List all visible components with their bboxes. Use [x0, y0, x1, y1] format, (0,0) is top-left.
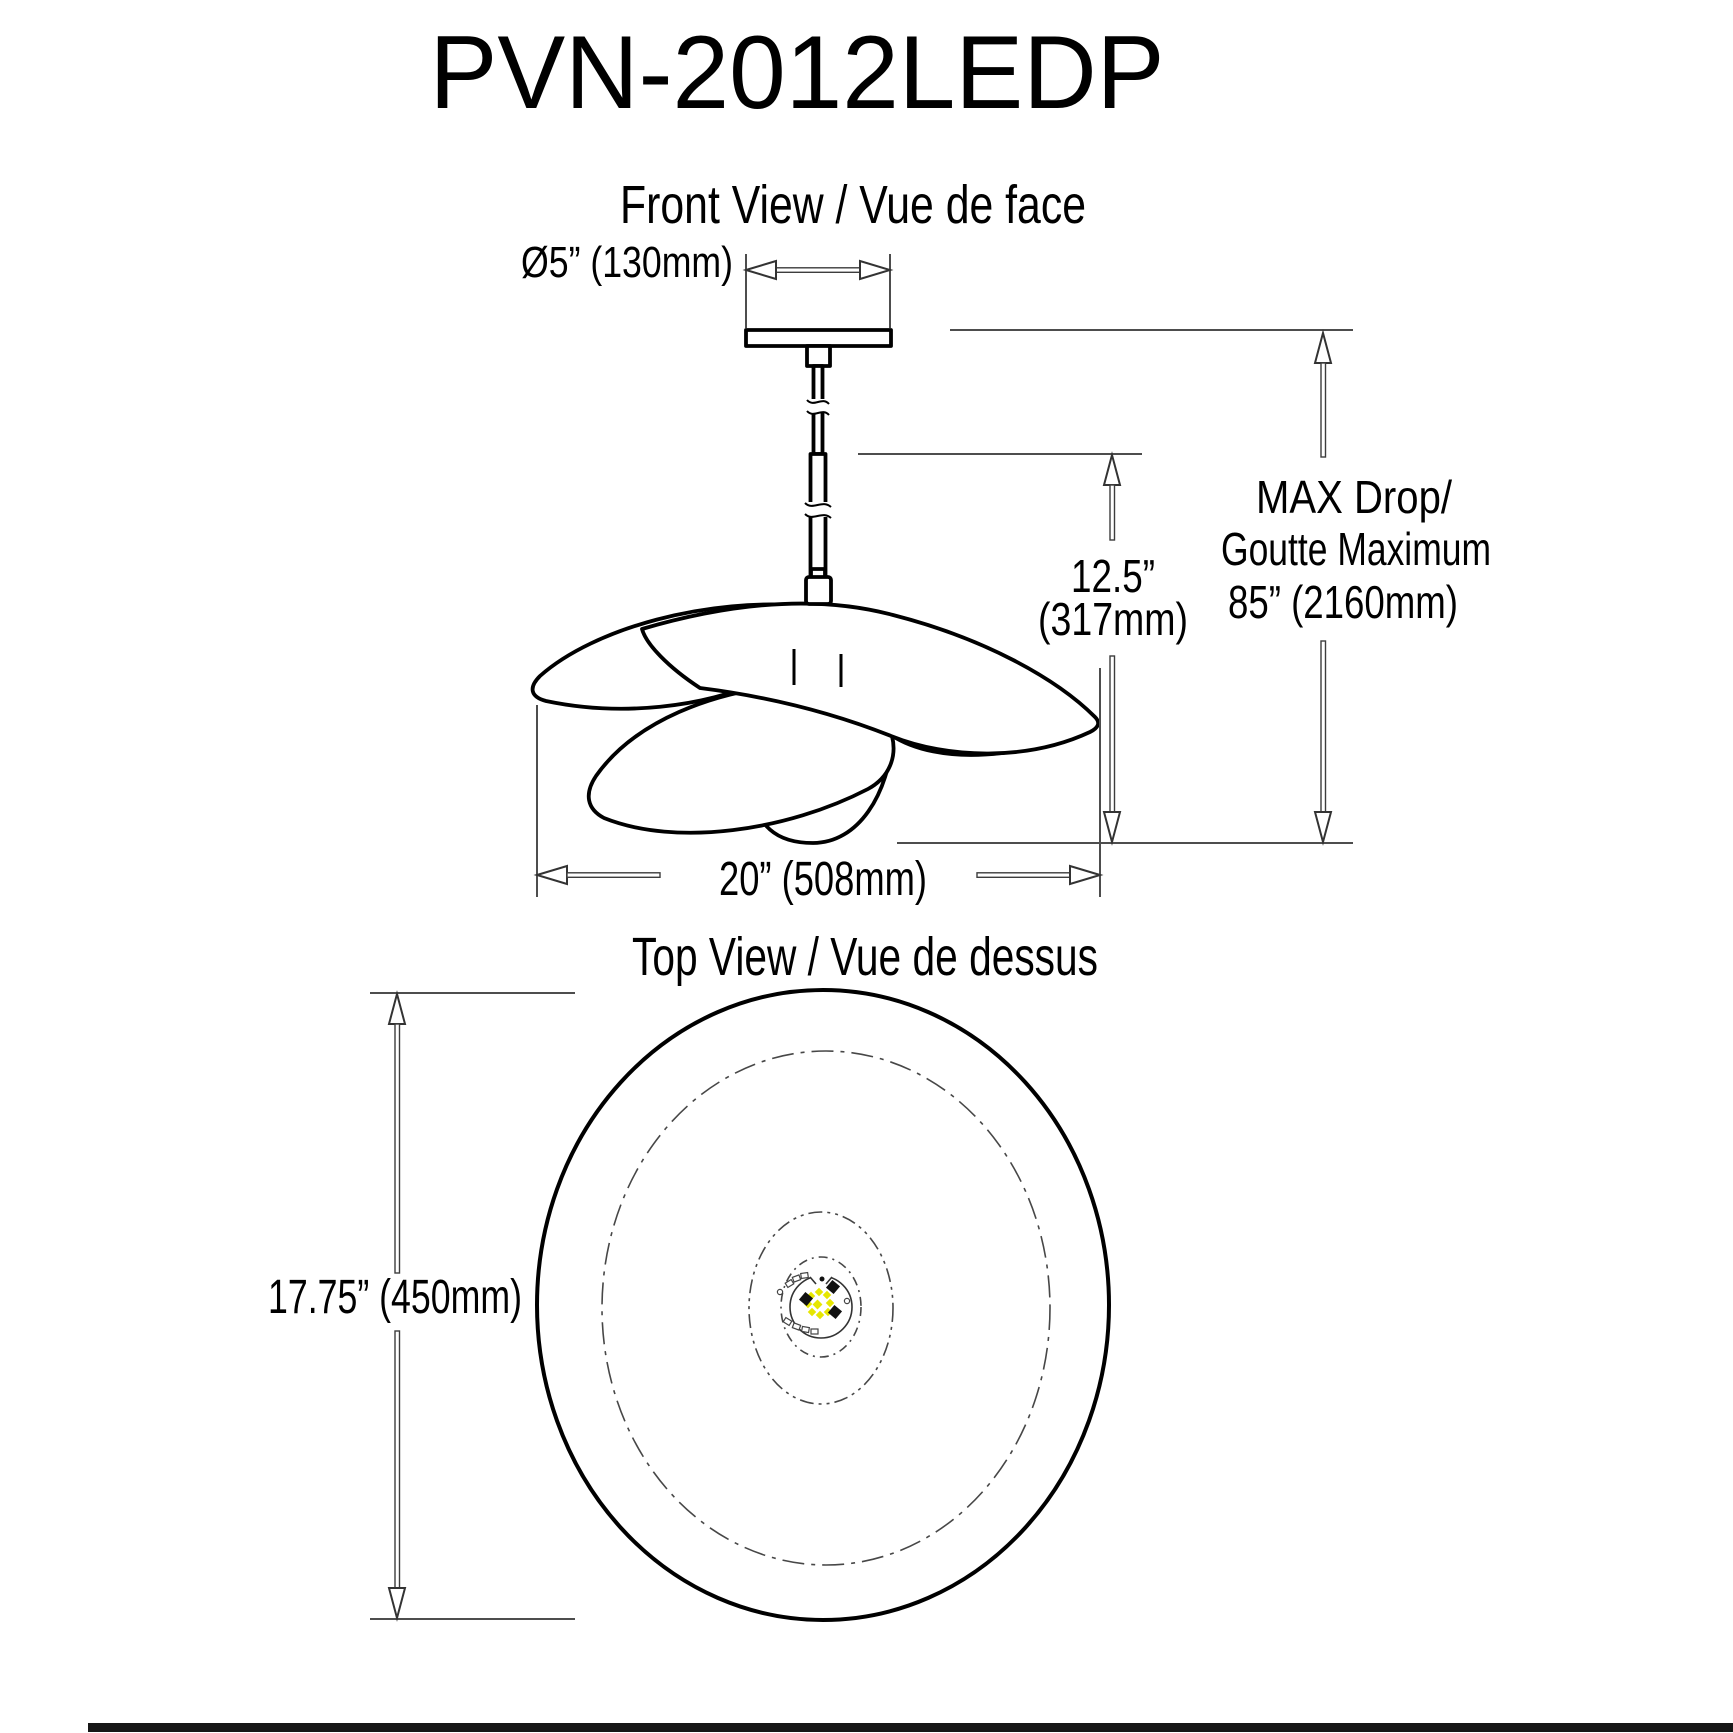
canopy-diameter-dimension	[521, 238, 890, 328]
shade-petals	[533, 604, 1099, 843]
hang-rod-upper	[805, 366, 831, 454]
body-height-dimension	[1038, 455, 1188, 842]
canopy	[746, 330, 891, 346]
max-drop-dimension	[1221, 333, 1491, 842]
front-view	[521, 175, 1491, 906]
body-height-mm: (317mm)	[1038, 593, 1188, 645]
hang-rod-lower	[804, 454, 832, 576]
top-diameter-dimension	[268, 993, 575, 1619]
led-index-dot	[820, 1277, 825, 1282]
max-drop-line1: MAX Drop/	[1256, 471, 1453, 523]
top-diameter-value: 17.75” (450mm)	[268, 1271, 522, 1324]
max-drop-line2: Goutte Maximum	[1221, 523, 1491, 575]
body-height-in: 12.5”	[1071, 550, 1155, 602]
canopy-connector	[807, 346, 830, 366]
canopy-diameter-value: Ø5” (130mm)	[521, 238, 733, 287]
top-view-label: Top View / Vue de dessus	[632, 927, 1098, 987]
max-drop-line3: 85” (2160mm)	[1228, 576, 1458, 628]
page-title: PVN-2012LEDP	[429, 15, 1165, 131]
front-view-label: Front View / Vue de face	[620, 175, 1086, 235]
width-value: 20” (508mm)	[719, 853, 927, 906]
bottom-border	[88, 1723, 1733, 1732]
pendant-fixture	[533, 330, 1099, 843]
top-view	[268, 927, 1109, 1620]
